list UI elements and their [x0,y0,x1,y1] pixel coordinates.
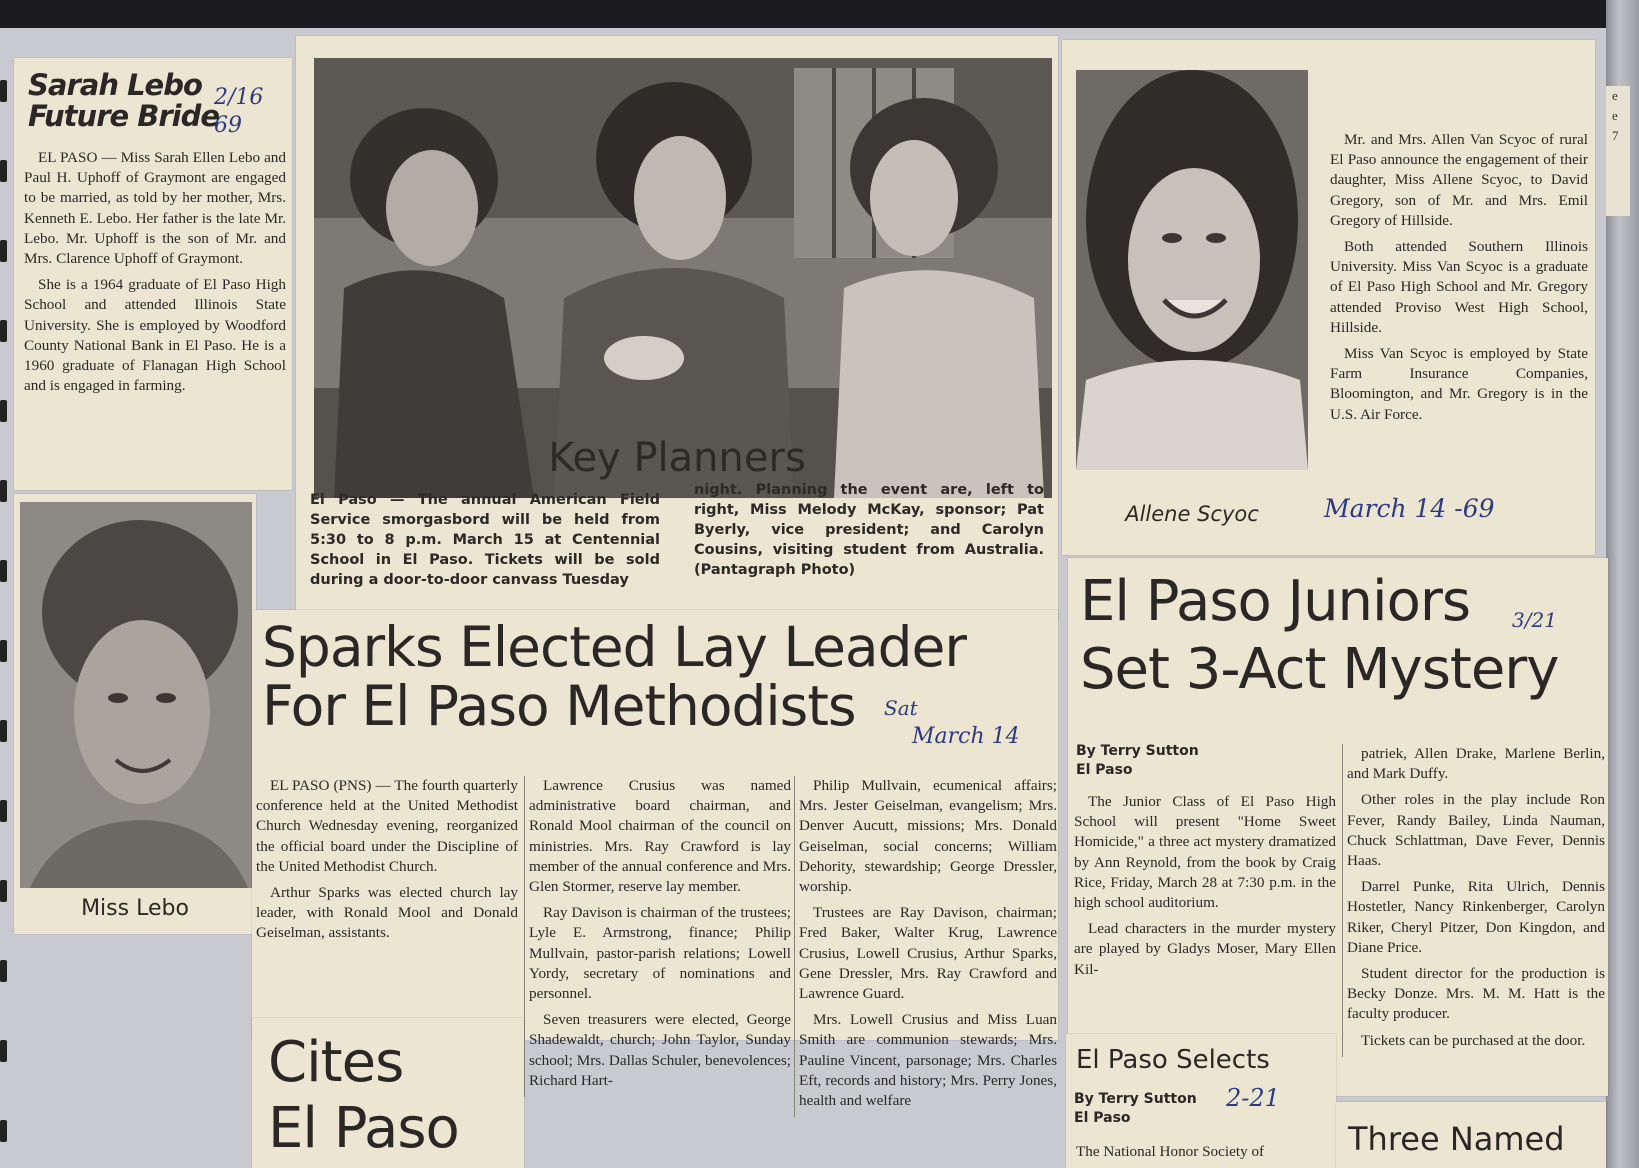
selects-handwritten-date: 2-21 [1226,1084,1280,1112]
sparks-paragraph: Lawrence Crusius was named administrative board chairman, and Ronald Mool chairman of the council on ministries. Mrs. Ray Crawford is lay member of the annual conference and Mrs. Glen Stormer, reserve lay member. [529,777,791,896]
binder-ring [0,560,7,582]
three-named-headline: Three Named [1348,1120,1565,1158]
cites-headline-line-1: Cites [268,1030,404,1095]
juniors-paragraph: The Junior Class of El Paso High School will present "Home Sweet Homicide," a three act mystery dramatized by Ann Reynold, from the book by Craig Rice, Friday, March 28 at 7:30 p.m. in the high school auditorium. [1074,793,1336,912]
scyoc-portrait-photo [1076,70,1308,470]
juniors-paragraph: patriek, Allen Drake, Marlene Berlin, and Mark Duffy. [1347,745,1605,783]
edge-fragment-char: 7 [1612,128,1619,143]
sparks-paragraph: EL PASO (PNS) — The fourth quarterly conference held at the United Methodist Church Wednesday evening, reorganized the official board under the Discipline of the United Methodist Church. [256,777,518,875]
scyoc-handwritten-date: March 14 -69 [1324,494,1495,523]
scyoc-paragraph: Mr. and Mrs. Allen Van Scyoc of rural El Paso announce the engagement of their daughter, Miss Allene Scyoc, to David Gregory, son of Mr. and Mrs. Emil Gregory of Hillside. [1330,131,1588,229]
juniors-byline [1076,742,1199,780]
sparks-column-3 [794,776,1057,1117]
juniors-headline [1080,568,1558,704]
binder-ring [0,320,7,342]
juniors-column-1 [1074,792,1336,986]
binder-ring [0,880,7,902]
selects-clipping [1066,1034,1336,1168]
cites-headline-line-2: El Paso [268,1096,459,1161]
binder-ring [0,960,7,982]
sparks-paragraph: Seven treasurers were elected, George Shadewaldt, church; John Taylor, Sunday school; Mrs. Dallas Schuler, benevolences; Richard Hart- [529,1011,791,1089]
lebo-paragraph: EL PASO — Miss Sarah Ellen Lebo and Paul H. Uphoff of Graymont are engaged to be married, as told by her mother, Mrs. Kenneth E. Lebo. Her father is the late Mr. Lebo. Mr. Uphoff is the son of Mr. and Mrs. Clarence Uphoff of Graymont. [24,149,286,268]
key-planners-photo [314,58,1052,498]
lebo-handwritten-date: 2/16 69 [214,85,264,138]
scyoc-paragraph: Both attended Southern Illinois University. Miss Van Scyoc is a graduate of El Paso High School and Mr. Gregory attended Proviso West High School, Hillside. [1330,238,1588,336]
binder-ring [0,1120,7,1142]
cites-headline [268,1030,459,1162]
sparks-paragraph: Trustees are Ray Davison, chairman; Fred Baker, Walter Krug, Lawrence Crusius, Lowell Crusius, Arthur Sparks, Gene Dressler, Mrs. Ray Crawford and Lawrence Guard. [799,904,1057,1003]
lebo-headline [28,70,219,133]
lebo-headline-line-1: Sarah Lebo [28,68,202,102]
key-planners-clipping [296,36,1058,620]
selects-body: The National Honor Society of [1076,1143,1265,1160]
sparks-paragraph: Philip Mullvain, ecumenical affairs; Mrs. Jester Geiselman, evangelism; Mrs. Denver Aucutt, missions; Mrs. Donald Geiselman, social concerns; William Dehority, stewardship; George Dressler, worship. [799,777,1057,896]
key-planners-text-left: El Paso — The annual American Field Service smorgasbord will be held from 5:30 to 8 p.m. March 15 at Centennial School in El Paso. Tickets will be sold during a door-to-door canvass Tuesday [310,492,660,588]
binder-rings [0,60,12,1160]
selects-byline [1074,1090,1197,1128]
binder-ring [0,400,7,422]
juniors-handwritten-date: 3/21 [1512,608,1557,632]
sparks-headline-line-2: For El Paso Methodists [262,674,856,739]
selects-byline-place: El Paso [1074,1110,1131,1126]
key-planners-headline: Key Planners [548,435,806,481]
edge-fragment-char: e [1612,108,1618,123]
binder-ring [0,160,7,182]
binder-ring [0,480,7,502]
sparks-headline [262,615,966,739]
juniors-paragraph: Tickets can be purchased at the door. [1361,1031,1586,1049]
scyoc-photo-caption: Allene Scyoc [1125,502,1259,526]
scyoc-paragraph: Miss Van Scyoc is employed by State Farm Insurance Companies, Bloomington, and Mr. Gregory is in the U.S. Air Force. [1330,345,1588,423]
edge-clipping-fragment [1606,86,1630,216]
sparks-paragraph: Mrs. Lowell Crusius and Miss Luan Smith are communion stewards; Mrs. Pauline Vincent, parsonage; Mrs. Charles Eft, records and history; Mrs. Perry Jones, health and welfare [799,1011,1057,1110]
juniors-byline-author: By Terry Sutton [1076,743,1199,759]
lebo-photo-caption: Miss Lebo [81,896,189,921]
cites-el-paso-clipping [252,1018,524,1168]
juniors-paragraph: Student director for the production is Becky Donze. Mrs. M. M. Hatt is the faculty producer. [1347,965,1605,1023]
sparks-handwritten-day: Sat [884,696,918,720]
juniors-byline-place: El Paso [1076,762,1133,778]
selects-byline-author: By Terry Sutton [1074,1091,1197,1107]
juniors-mystery-clipping [1068,558,1608,1096]
binder-ring [0,1040,7,1062]
three-named-clipping [1336,1102,1606,1168]
juniors-headline-line-2: Set 3-Act Mystery [1080,637,1559,702]
binder-ring [0,80,7,102]
juniors-paragraph: Other roles in the play include Ron Fever, Randy Bailey, Linda Nauman, Chuck Schlattman, Dave Fever, Dennis Haas. [1347,791,1605,870]
lebo-portrait-photo [20,502,252,888]
juniors-headline-line-1: El Paso Juniors [1080,569,1471,634]
lebo-photo-clipping [14,494,256,934]
scyoc-body [1330,130,1588,431]
lebo-engagement-clipping [14,58,292,490]
key-planners-text-right: night. Planning the event are, left to right, Miss Melody McKay, sponsor; Pat Byerly, vice president; and Carolyn Cousins, visiting student from Australia. (Pantagraph Photo) [694,482,1044,578]
lebo-headline-line-2: Future Bride [28,99,220,134]
sparks-paragraph: Ray Davison is chairman of the trustees; Lyle E. Armstrong, finance; Philip Mullvain, pastor-parish relations; Lowell Yordy, secretary of nominations and personnel. [529,904,791,1003]
juniors-paragraph: Darrel Punke, Rita Ulrich, Dennis Hostetler, Nancy Rinkenberger, Carolyn Riker, Cheryl Pitzer, Don Kingdon, and Diane Price. [1347,878,1605,956]
selects-headline: El Paso Selects [1076,1045,1270,1075]
lebo-paragraph: She is a 1964 graduate of El Paso High School and attended Illinois State University. She is employed by Woodford County National Bank in El Paso. He is a 1960 graduate of Flanagan High School and is engaged in farming. [24,276,286,395]
binder-ring [0,720,7,742]
sparks-handwritten-date: March 14 [912,724,1020,749]
juniors-paragraph: Lead characters in the murder mystery are played by Gladys Moser, Mary Ellen Kil- [1074,920,1336,978]
binder-ring [0,240,7,262]
sparks-headline-line-1: Sparks Elected Lay Leader [262,615,966,679]
page-edge [1606,0,1639,1168]
edge-fragment-char: e [1612,88,1618,103]
binder-ring [0,800,7,822]
scyoc-engagement-clipping [1062,40,1595,555]
sparks-column-2 [524,776,791,1097]
juniors-column-2 [1342,744,1605,1057]
sparks-column-1 [256,776,518,950]
binder-ring [0,640,7,662]
sparks-paragraph: Arthur Sparks was elected church lay leader, with Ronald Mool and Donald Geiselman, assistants. [256,884,518,942]
lebo-body [24,148,286,402]
